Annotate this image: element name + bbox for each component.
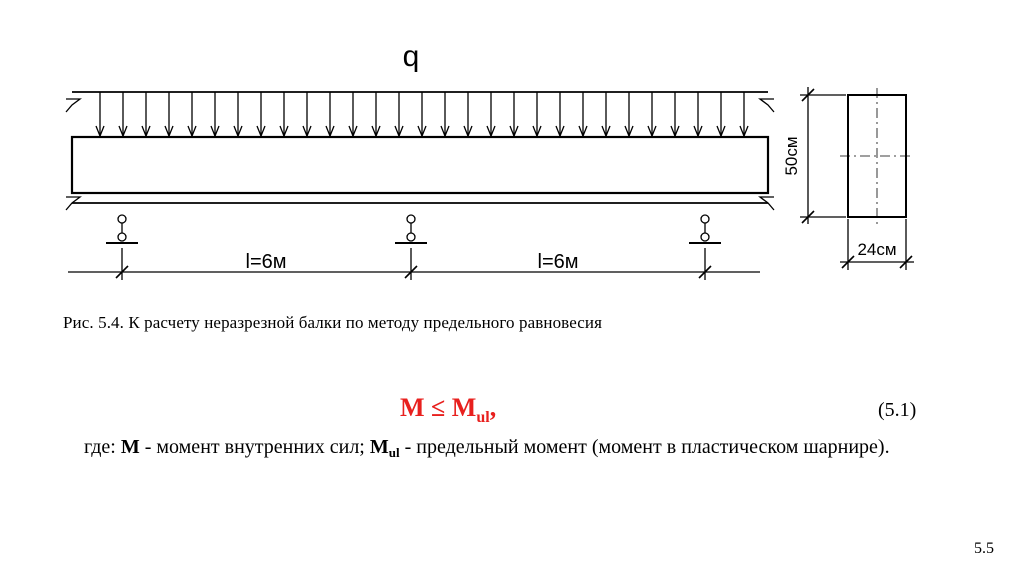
formula-explanation [84, 431, 954, 469]
formula-number: (5.1) [878, 399, 917, 421]
mul-symbol: $M_{ul}$ [369, 436, 400, 460]
support-right [689, 215, 721, 243]
load-arrows [96, 92, 748, 136]
span-left-label: l=6м [245, 251, 287, 273]
m-symbol: M [120, 436, 140, 458]
support-left [106, 215, 138, 243]
figure-caption: Рис. 5.4. К расчету неразрезной балки по методу предельного равновесия [63, 313, 603, 332]
break-mark-left [66, 99, 80, 112]
formula-lhs: M ≤ M [400, 393, 477, 422]
m-description: - момент внутренних сил; [139, 436, 370, 458]
mul-description: - предельный момент (момент в пластическом шарнире). [399, 436, 890, 458]
formula-comma: , [489, 393, 497, 422]
formula [400, 393, 496, 427]
mul-subscript: ul [388, 445, 400, 460]
height-label: 50см [782, 136, 801, 176]
break-mark-right [760, 99, 774, 112]
explanation-prefix: где: [84, 436, 121, 458]
slide-number: 5.5 [974, 540, 994, 557]
load-label: q [402, 40, 420, 73]
formula-subscript: ul [476, 409, 490, 426]
beam [72, 137, 768, 193]
support-middle [395, 215, 427, 243]
span-right-label: l=6м [537, 251, 579, 273]
width-label: 24см [857, 240, 897, 259]
